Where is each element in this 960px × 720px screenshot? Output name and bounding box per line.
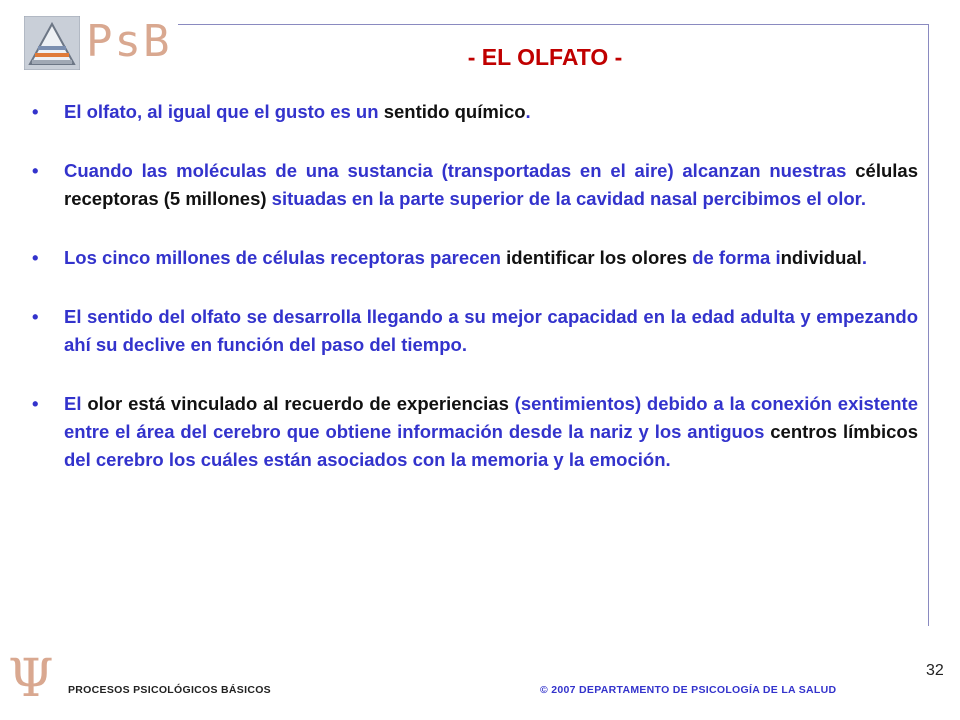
frame-top-line — [178, 24, 928, 25]
frame-right-line — [928, 24, 929, 626]
bullet-text-run: El olfato, al igual que el gusto es un — [64, 101, 384, 122]
bullet-text-run: centros límbicos — [770, 421, 919, 442]
bullet-list — [30, 98, 918, 505]
bullet-text-run: Cuando las moléculas de una sustancia (transportadas en el aire) alcanzan nuestras — [64, 160, 856, 181]
psi-logo-icon: Ψ — [8, 649, 54, 709]
bullet-text-run: sentido químico — [383, 101, 526, 122]
slide-title: - EL OLFATO - — [467, 44, 623, 70]
bullet-text-run: El sentido del olfato se desarrolla llegando a su mejor capacidad en la edad adulta y empezando ahí su declive en función del paso del tiempo. — [64, 306, 918, 355]
bullet-text-run: . — [861, 247, 867, 268]
logo-text: PsB — [86, 16, 172, 67]
bullet-dot-icon: • — [32, 101, 39, 122]
footer-copyright: © 2007 DEPARTAMENTO DE PSICOLOGÍA DE LA SALUD — [540, 684, 837, 696]
bullet-text-run: ndividual — [780, 247, 862, 268]
bullet-text-run: situadas en la parte superior de la cavidad nasal percibimos el olor. — [266, 188, 866, 209]
bullet-item — [30, 303, 918, 359]
bullet-dot-icon: • — [32, 306, 39, 327]
bullet-item — [30, 390, 918, 474]
bullet-item — [30, 244, 918, 272]
bullet-text-run: (sentimientos) debido a la conexión existente entre el área del cerebro que obtiene información desde la nariz y los antiguos — [64, 393, 918, 442]
bullet-text-run: identificar los olores — [506, 247, 688, 268]
footer-course: PROCESOS PSICOLÓGICOS BÁSICOS — [68, 684, 271, 696]
bullet-text-run: de forma i — [687, 247, 781, 268]
bullet-text-run: El — [64, 393, 88, 414]
bullet-text-run: . — [525, 101, 531, 122]
page-number: 32 — [926, 662, 944, 679]
bullet-item — [30, 98, 918, 126]
bullet-text-run: olor está vinculado al recuerdo de experiencias — [87, 393, 509, 414]
bullet-dot-icon: • — [32, 393, 39, 414]
bullet-text-run: células receptoras (5 millones) — [64, 160, 918, 209]
bullet-item — [30, 157, 918, 213]
bullet-text-run: del cerebro los cuáles están asociados con la memoria y la emoción. — [64, 449, 671, 470]
bullet-dot-icon: • — [32, 160, 39, 181]
bullet-text-run: Los cinco millones de células receptoras parecen — [64, 247, 507, 268]
bullet-dot-icon: • — [32, 247, 39, 268]
